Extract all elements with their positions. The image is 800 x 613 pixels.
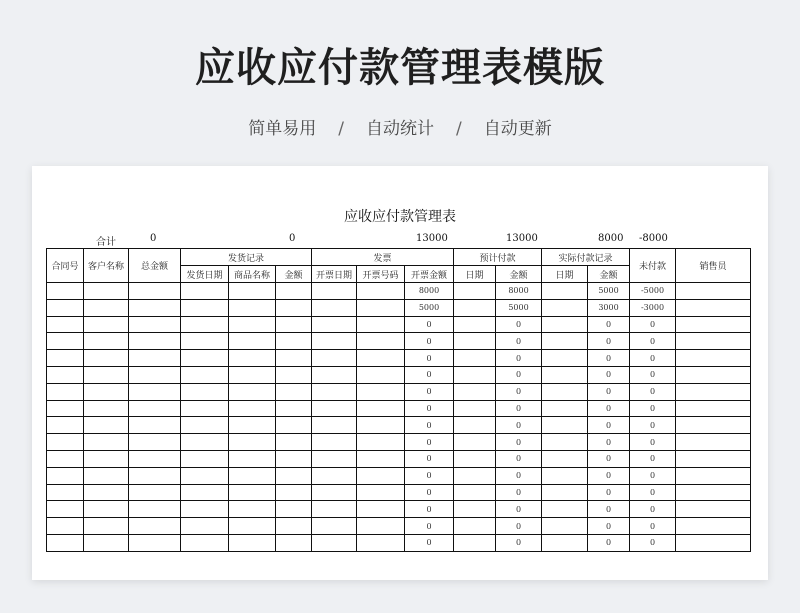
cell-contract-no[interactable] [47, 417, 84, 434]
cell-invoice-no[interactable] [357, 283, 405, 300]
col-paid-amount: 金额 [588, 266, 630, 283]
cell-invoice-amount[interactable]: 0 [405, 434, 454, 451]
cell-total[interactable] [129, 484, 181, 501]
cell-invoice-date[interactable] [312, 366, 357, 383]
cell-product[interactable] [229, 350, 276, 367]
cell-paid-amount[interactable]: 0 [588, 534, 630, 551]
cell-expected-date[interactable] [454, 534, 496, 551]
table-row [47, 534, 751, 551]
cell-expected-date[interactable] [454, 501, 496, 518]
cell-ship-date[interactable] [181, 283, 229, 300]
cell-product[interactable] [229, 518, 276, 535]
cell-expected-date[interactable] [454, 350, 496, 367]
cell-invoice-no[interactable] [357, 417, 405, 434]
col-ship-amount: 金额 [276, 266, 312, 283]
cell-expected-date[interactable] [454, 518, 496, 535]
cell-customer[interactable] [84, 299, 129, 316]
cell-invoice-amount[interactable]: 0 [405, 316, 454, 333]
cell-salesperson[interactable] [676, 350, 751, 367]
feature-tag: 简单易用 [248, 119, 317, 139]
cell-ship-amount[interactable] [276, 450, 312, 467]
cell-expected-date[interactable] [454, 316, 496, 333]
table-body [47, 283, 751, 552]
cell-unpaid[interactable]: 0 [630, 518, 676, 535]
cell-product[interactable] [229, 299, 276, 316]
cell-invoice-date[interactable] [312, 299, 357, 316]
cell-ship-amount[interactable] [276, 366, 312, 383]
cell-total[interactable] [129, 467, 181, 484]
cell-invoice-date[interactable] [312, 534, 357, 551]
cell-paid-amount[interactable]: 0 [588, 333, 630, 350]
cell-customer[interactable] [84, 333, 129, 350]
cell-expected-date[interactable] [454, 299, 496, 316]
cell-ship-amount[interactable] [276, 518, 312, 535]
cell-invoice-no[interactable] [357, 484, 405, 501]
cell-invoice-date[interactable] [312, 434, 357, 451]
col-contract-no: 合同号 [47, 249, 84, 283]
cell-contract-no[interactable] [47, 316, 84, 333]
cell-product[interactable] [229, 467, 276, 484]
col-product: 商品名称 [229, 266, 276, 283]
cell-ship-amount[interactable] [276, 283, 312, 300]
totals-unpaid-amount: -8000 [639, 233, 668, 244]
cell-customer[interactable] [84, 501, 129, 518]
cell-invoice-amount[interactable]: 0 [405, 467, 454, 484]
cell-ship-date[interactable] [181, 299, 229, 316]
cell-unpaid[interactable]: 0 [630, 484, 676, 501]
feature-tag: 自动更新 [483, 119, 552, 139]
cell-paid-amount[interactable]: 0 [588, 434, 630, 451]
table-row [47, 450, 751, 467]
cell-paid-date[interactable] [542, 400, 588, 417]
group-invoice: 发票 [312, 249, 454, 266]
cell-invoice-date[interactable] [312, 350, 357, 367]
cell-unpaid[interactable]: -5000 [630, 283, 676, 300]
cell-invoice-date[interactable] [312, 417, 357, 434]
cell-paid-date[interactable] [542, 366, 588, 383]
cell-expected-amount[interactable]: 0 [496, 366, 542, 383]
cell-paid-date[interactable] [542, 434, 588, 451]
cell-invoice-no[interactable] [357, 534, 405, 551]
cell-contract-no[interactable] [47, 434, 84, 451]
cell-expected-amount[interactable]: 0 [496, 400, 542, 417]
cell-customer[interactable] [84, 434, 129, 451]
cell-expected-amount[interactable]: 0 [496, 518, 542, 535]
cell-product[interactable] [229, 434, 276, 451]
cell-invoice-date[interactable] [312, 400, 357, 417]
cell-invoice-amount[interactable]: 8000 [405, 283, 454, 300]
cell-unpaid[interactable]: -3000 [630, 299, 676, 316]
col-expected-date: 日期 [454, 266, 496, 283]
cell-paid-date[interactable] [542, 484, 588, 501]
table-row [47, 400, 751, 417]
cell-paid-amount[interactable]: 0 [588, 366, 630, 383]
cell-contract-no[interactable] [47, 534, 84, 551]
cell-contract-no[interactable] [47, 333, 84, 350]
cell-paid-date[interactable] [542, 518, 588, 535]
sheet-title: 应收应付款管理表 [344, 209, 456, 225]
table-row [47, 501, 751, 518]
cell-ship-amount[interactable] [276, 434, 312, 451]
table-row [47, 434, 751, 451]
cell-invoice-no[interactable] [357, 299, 405, 316]
cell-product[interactable] [229, 450, 276, 467]
col-invoice-no: 开票号码 [357, 266, 405, 283]
cell-customer[interactable] [84, 283, 129, 300]
cell-unpaid[interactable]: 0 [630, 350, 676, 367]
cell-unpaid[interactable]: 0 [630, 434, 676, 451]
cell-ship-amount[interactable] [276, 383, 312, 400]
cell-invoice-no[interactable] [357, 501, 405, 518]
cell-invoice-no[interactable] [357, 434, 405, 451]
cell-expected-amount[interactable]: 0 [496, 383, 542, 400]
cell-invoice-date[interactable] [312, 283, 357, 300]
cell-ship-amount[interactable] [276, 534, 312, 551]
cell-invoice-amount[interactable]: 0 [405, 383, 454, 400]
totals-total-amount: 0 [150, 233, 157, 244]
cell-salesperson[interactable] [676, 333, 751, 350]
cell-expected-amount[interactable]: 0 [496, 534, 542, 551]
group-expected: 预计付款 [454, 249, 542, 266]
cell-unpaid[interactable]: 0 [630, 450, 676, 467]
cell-invoice-amount[interactable]: 0 [405, 534, 454, 551]
cell-ship-amount[interactable] [276, 316, 312, 333]
cell-paid-date[interactable] [542, 333, 588, 350]
totals-label: 合计 [96, 237, 116, 248]
cell-customer[interactable] [84, 534, 129, 551]
cell-paid-amount[interactable]: 0 [588, 484, 630, 501]
cell-invoice-date[interactable] [312, 501, 357, 518]
cell-invoice-no[interactable] [357, 316, 405, 333]
cell-ship-date[interactable] [181, 366, 229, 383]
cell-expected-amount[interactable]: 0 [496, 350, 542, 367]
cell-paid-date[interactable] [542, 299, 588, 316]
cell-contract-no[interactable] [47, 366, 84, 383]
cell-paid-date[interactable] [542, 417, 588, 434]
cell-total[interactable] [129, 316, 181, 333]
col-total: 总金额 [129, 249, 181, 283]
cell-expected-amount[interactable]: 0 [496, 450, 542, 467]
cell-salesperson[interactable] [676, 518, 751, 535]
cell-invoice-no[interactable] [357, 400, 405, 417]
cell-customer[interactable] [84, 484, 129, 501]
cell-paid-amount[interactable]: 0 [588, 316, 630, 333]
totals-paid-amount: 8000 [598, 233, 624, 244]
table-row [47, 299, 751, 316]
cell-ship-amount[interactable] [276, 333, 312, 350]
cell-expected-date[interactable] [454, 417, 496, 434]
cell-paid-amount[interactable]: 0 [588, 501, 630, 518]
totals-row [46, 233, 754, 247]
cell-salesperson[interactable] [676, 417, 751, 434]
cell-customer[interactable] [84, 383, 129, 400]
cell-unpaid[interactable]: 0 [630, 316, 676, 333]
cell-expected-date[interactable] [454, 434, 496, 451]
cell-invoice-date[interactable] [312, 316, 357, 333]
cell-ship-date[interactable] [181, 450, 229, 467]
cell-invoice-amount[interactable]: 0 [405, 366, 454, 383]
cell-paid-amount[interactable]: 0 [588, 467, 630, 484]
cell-expected-date[interactable] [454, 366, 496, 383]
cell-ship-date[interactable] [181, 501, 229, 518]
cell-total[interactable] [129, 383, 181, 400]
cell-invoice-no[interactable] [357, 467, 405, 484]
cell-paid-amount[interactable]: 0 [588, 450, 630, 467]
col-unpaid: 未付款 [630, 249, 676, 283]
cell-customer[interactable] [84, 518, 129, 535]
table-row [47, 350, 751, 367]
cell-salesperson[interactable] [676, 283, 751, 300]
cell-total[interactable] [129, 501, 181, 518]
cell-expected-amount[interactable]: 5000 [496, 299, 542, 316]
cell-total[interactable] [129, 417, 181, 434]
cell-paid-date[interactable] [542, 283, 588, 300]
totals-expected-amount: 13000 [506, 233, 538, 244]
cell-invoice-amount[interactable]: 0 [405, 450, 454, 467]
cell-customer[interactable] [84, 366, 129, 383]
cell-salesperson[interactable] [676, 467, 751, 484]
cell-invoice-date[interactable] [312, 484, 357, 501]
cell-ship-date[interactable] [181, 350, 229, 367]
cell-expected-amount[interactable]: 0 [496, 316, 542, 333]
cell-expected-date[interactable] [454, 383, 496, 400]
cell-expected-amount[interactable]: 0 [496, 434, 542, 451]
cell-customer[interactable] [84, 316, 129, 333]
cell-paid-amount[interactable]: 0 [588, 400, 630, 417]
cell-invoice-amount[interactable]: 0 [405, 484, 454, 501]
cell-salesperson[interactable] [676, 383, 751, 400]
cell-unpaid[interactable]: 0 [630, 383, 676, 400]
cell-invoice-no[interactable] [357, 366, 405, 383]
cell-paid-date[interactable] [542, 501, 588, 518]
cell-contract-no[interactable] [47, 518, 84, 535]
cell-contract-no[interactable] [47, 467, 84, 484]
cell-paid-date[interactable] [542, 450, 588, 467]
table-row [47, 417, 751, 434]
cell-invoice-date[interactable] [312, 383, 357, 400]
feature-tag: 自动统计 [366, 119, 434, 139]
cell-salesperson[interactable] [676, 299, 751, 316]
cell-ship-amount[interactable] [276, 400, 312, 417]
col-customer: 客户名称 [84, 249, 129, 283]
cell-product[interactable] [229, 283, 276, 300]
cell-invoice-date[interactable] [312, 333, 357, 350]
cell-product[interactable] [229, 316, 276, 333]
cell-salesperson[interactable] [676, 434, 751, 451]
cell-expected-date[interactable] [454, 400, 496, 417]
totals-invoice-amount: 13000 [416, 233, 448, 244]
cell-ship-date[interactable] [181, 467, 229, 484]
cell-invoice-amount[interactable]: 0 [405, 350, 454, 367]
cell-invoice-amount[interactable]: 5000 [405, 299, 454, 316]
cell-customer[interactable] [84, 450, 129, 467]
cell-total[interactable] [129, 450, 181, 467]
cell-paid-amount[interactable]: 0 [588, 417, 630, 434]
cell-salesperson[interactable] [676, 316, 751, 333]
table-row [47, 366, 751, 383]
cell-unpaid[interactable]: 0 [630, 534, 676, 551]
cell-product[interactable] [229, 366, 276, 383]
spreadsheet-preview [32, 166, 768, 580]
cell-product[interactable] [229, 417, 276, 434]
cell-invoice-amount[interactable]: 0 [405, 400, 454, 417]
cell-ship-date[interactable] [181, 400, 229, 417]
cell-paid-date[interactable] [542, 316, 588, 333]
cell-contract-no[interactable] [47, 350, 84, 367]
table-row [47, 333, 751, 350]
cell-expected-amount[interactable]: 0 [496, 501, 542, 518]
cell-expected-date[interactable] [454, 484, 496, 501]
cell-paid-date[interactable] [542, 383, 588, 400]
cell-total[interactable] [129, 518, 181, 535]
cell-paid-amount[interactable]: 0 [588, 350, 630, 367]
cell-expected-amount[interactable]: 0 [496, 333, 542, 350]
table-row [47, 316, 751, 333]
table-row [47, 484, 751, 501]
cell-expected-date[interactable] [454, 450, 496, 467]
cell-contract-no[interactable] [47, 450, 84, 467]
cell-invoice-no[interactable] [357, 333, 405, 350]
cell-product[interactable] [229, 333, 276, 350]
cell-ship-amount[interactable] [276, 299, 312, 316]
cell-expected-date[interactable] [454, 333, 496, 350]
cell-total[interactable] [129, 400, 181, 417]
cell-contract-no[interactable] [47, 484, 84, 501]
col-expected-amount: 金额 [496, 266, 542, 283]
cell-paid-date[interactable] [542, 534, 588, 551]
cell-invoice-amount[interactable]: 0 [405, 417, 454, 434]
cell-expected-date[interactable] [454, 283, 496, 300]
cell-expected-amount[interactable]: 0 [496, 484, 542, 501]
cell-invoice-amount[interactable]: 0 [405, 518, 454, 535]
col-ship-date: 发货日期 [181, 266, 229, 283]
cell-customer[interactable] [84, 417, 129, 434]
cell-ship-date[interactable] [181, 534, 229, 551]
cell-invoice-no[interactable] [357, 518, 405, 535]
cell-invoice-date[interactable] [312, 518, 357, 535]
feature-tags [0, 114, 800, 139]
cell-customer[interactable] [84, 400, 129, 417]
cell-ship-amount[interactable] [276, 501, 312, 518]
cell-salesperson[interactable] [676, 501, 751, 518]
cell-ship-amount[interactable] [276, 484, 312, 501]
cell-salesperson[interactable] [676, 450, 751, 467]
cell-salesperson[interactable] [676, 366, 751, 383]
cell-total[interactable] [129, 299, 181, 316]
col-invoice-date: 开票日期 [312, 266, 357, 283]
cell-ship-date[interactable] [181, 383, 229, 400]
receivables-table [46, 248, 751, 552]
cell-contract-no[interactable] [47, 400, 84, 417]
cell-invoice-date[interactable] [312, 467, 357, 484]
cell-unpaid[interactable]: 0 [630, 333, 676, 350]
cell-product[interactable] [229, 484, 276, 501]
cell-invoice-no[interactable] [357, 383, 405, 400]
cell-paid-amount[interactable]: 0 [588, 518, 630, 535]
cell-paid-amount[interactable]: 0 [588, 383, 630, 400]
cell-contract-no[interactable] [47, 283, 84, 300]
group-paid: 实际付款记录 [542, 249, 630, 266]
cell-ship-date[interactable] [181, 333, 229, 350]
cell-customer[interactable] [84, 467, 129, 484]
page-title: 应收应付款管理表模版 [195, 45, 605, 91]
cell-paid-date[interactable] [542, 350, 588, 367]
cell-salesperson[interactable] [676, 400, 751, 417]
table-row [47, 383, 751, 400]
cell-total[interactable] [129, 333, 181, 350]
cell-total[interactable] [129, 434, 181, 451]
cell-ship-date[interactable] [181, 316, 229, 333]
col-paid-date: 日期 [542, 266, 588, 283]
cell-paid-date[interactable] [542, 467, 588, 484]
cell-ship-date[interactable] [181, 518, 229, 535]
cell-unpaid[interactable]: 0 [630, 501, 676, 518]
cell-ship-date[interactable] [181, 434, 229, 451]
cell-total[interactable] [129, 350, 181, 367]
cell-invoice-amount[interactable]: 0 [405, 501, 454, 518]
cell-unpaid[interactable]: 0 [630, 400, 676, 417]
cell-ship-date[interactable] [181, 484, 229, 501]
cell-paid-amount[interactable]: 5000 [588, 283, 630, 300]
group-shipment: 发货记录 [181, 249, 312, 266]
cell-unpaid[interactable]: 0 [630, 417, 676, 434]
table-row [47, 467, 751, 484]
col-invoice-amount: 开票金额 [405, 266, 454, 283]
cell-salesperson[interactable] [676, 484, 751, 501]
table-row [47, 283, 751, 300]
table-row [47, 518, 751, 535]
tag-separator: / [338, 119, 344, 139]
cell-contract-no[interactable] [47, 299, 84, 316]
cell-product[interactable] [229, 501, 276, 518]
cell-paid-amount[interactable]: 3000 [588, 299, 630, 316]
cell-product[interactable] [229, 400, 276, 417]
cell-invoice-date[interactable] [312, 450, 357, 467]
cell-product[interactable] [229, 534, 276, 551]
cell-contract-no[interactable] [47, 383, 84, 400]
cell-ship-amount[interactable] [276, 467, 312, 484]
cell-invoice-no[interactable] [357, 350, 405, 367]
cell-ship-date[interactable] [181, 417, 229, 434]
cell-customer[interactable] [84, 350, 129, 367]
tag-separator: / [456, 119, 462, 139]
cell-total[interactable] [129, 366, 181, 383]
cell-expected-amount[interactable]: 0 [496, 417, 542, 434]
cell-invoice-amount[interactable]: 0 [405, 333, 454, 350]
cell-ship-amount[interactable] [276, 350, 312, 367]
cell-salesperson[interactable] [676, 534, 751, 551]
cell-unpaid[interactable]: 0 [630, 467, 676, 484]
cell-unpaid[interactable]: 0 [630, 366, 676, 383]
cell-invoice-no[interactable] [357, 450, 405, 467]
cell-expected-amount[interactable]: 8000 [496, 283, 542, 300]
cell-contract-no[interactable] [47, 501, 84, 518]
cell-total[interactable] [129, 283, 181, 300]
cell-expected-date[interactable] [454, 467, 496, 484]
cell-ship-amount[interactable] [276, 417, 312, 434]
cell-product[interactable] [229, 383, 276, 400]
totals-shipment-amount: 0 [289, 233, 296, 244]
col-salesperson: 销售员 [676, 249, 751, 283]
cell-expected-amount[interactable]: 0 [496, 467, 542, 484]
cell-total[interactable] [129, 534, 181, 551]
